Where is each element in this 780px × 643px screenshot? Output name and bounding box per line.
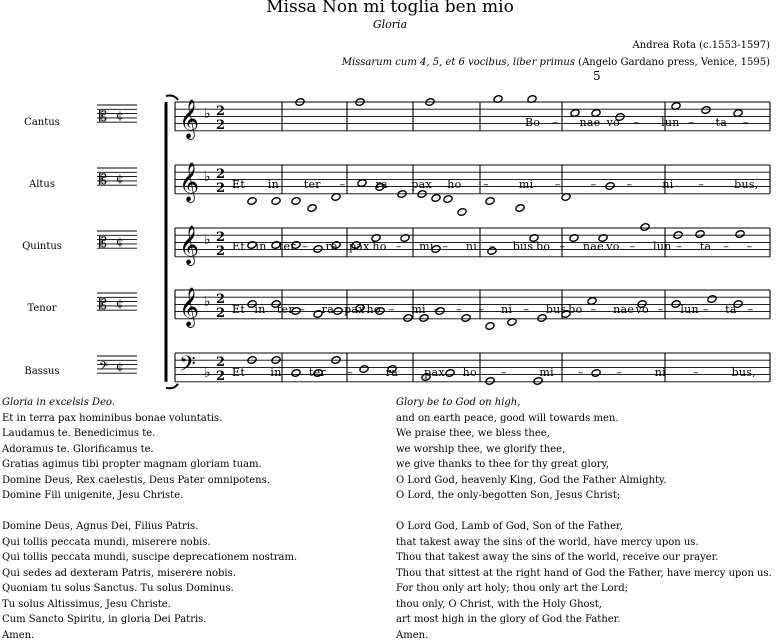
lyric-syllable: ter [304, 178, 321, 191]
lyric-syllable: ni [655, 366, 666, 379]
lyric-syllable: ra [326, 240, 338, 253]
lyric-syllable: bus [546, 303, 567, 316]
english-line: For thou only art holy; thou only art the Lord; [396, 581, 772, 597]
latin-line: Gratias agimus tibi propter magnam gloriam tuam. [2, 457, 297, 473]
lyric-syllable: nae [579, 116, 600, 129]
lyric-syllable: – [658, 303, 664, 316]
source-publisher: (Angelo Gardano press, Venice, 1595) [575, 57, 770, 68]
flat-icon: ♭ [204, 169, 211, 185]
bracket-bottom-curl [166, 384, 178, 389]
bass-clef-icon: 𝄢 [179, 352, 196, 382]
lyric-syllable: – [434, 303, 440, 316]
lyric-syllable: – [299, 303, 305, 316]
lyric-syllable: – [578, 366, 584, 379]
flat-icon: ♭ [204, 294, 211, 310]
time-signature-bottom: 2 [216, 181, 225, 196]
english-line: Glory be to God on high, [396, 395, 772, 411]
lyric-syllable: vo [606, 240, 619, 253]
lyric-syllable: – [748, 303, 754, 316]
voice-name-tenor: Tenor [0, 303, 84, 314]
voice-name-altus: Altus [0, 179, 84, 190]
lyric-syllable: ta [716, 116, 728, 129]
treble-8-clef-icon: 𝄞 [179, 287, 199, 328]
note-head [307, 204, 317, 213]
note-head [431, 194, 441, 203]
latin-line: Et in terra pax hominibus bonae voluntatis. [2, 411, 297, 427]
lyric-syllable: vo [607, 116, 620, 129]
english-line: we worship thee, we glorify thee, [396, 442, 772, 458]
english-line: Amen. [396, 628, 772, 643]
time-signature-bottom: 2 [216, 369, 225, 384]
lyric-syllable: nae [583, 240, 604, 253]
lyric-syllable: lun [661, 116, 680, 129]
score-title: Missa Non mi toglia ben mio [0, 0, 780, 17]
lyric-syllable: lun [653, 240, 672, 253]
lyric-syllable: ta [725, 303, 737, 316]
latin-line: Quoniam tu solus Sanctus. Tu solus Dominus. [2, 581, 297, 597]
latin-line: Adoramus te. Glorificamus te. [2, 442, 297, 458]
lyric-syllable: – [747, 240, 753, 253]
time-signature-top: 2 [216, 230, 225, 245]
english-line: thou only, O Christ, with the Holy Ghost, [396, 597, 772, 613]
lyric-syllable: bus [513, 240, 534, 253]
incipit-clef-icon: 𝄡 [99, 109, 107, 125]
english-line: that takest away the sins of the world, have mercy upon us. [396, 535, 772, 551]
lyric-syllable: pax [344, 303, 365, 316]
lyric-syllable: – [555, 178, 561, 191]
composer: Andrea Rota (c.1553-1597) [633, 40, 770, 51]
voice-name-bassus: Bassus [0, 366, 84, 377]
lyric-syllable: nae [613, 303, 634, 316]
note-head [445, 369, 455, 378]
lyric-syllable: ra [322, 303, 334, 316]
latin-line: Gloria in excelsis Deo. [2, 395, 297, 411]
lyric-syllable: – [396, 240, 402, 253]
mensuration-sign: ¢ [116, 171, 124, 185]
lyric-syllable: – [698, 178, 704, 191]
bracket-top-curl [166, 96, 178, 101]
lyric-syllable: ter [279, 240, 296, 253]
note-head [695, 230, 705, 239]
incipit-clef-icon: 𝄡 [99, 297, 107, 313]
lyric-syllable: bo [568, 303, 582, 316]
lyric-syllable: – [627, 178, 633, 191]
lyric-syllable: ni [662, 178, 673, 191]
lyric-syllable: vo [636, 303, 649, 316]
lyric-syllable: lun [680, 303, 699, 316]
english-line [396, 504, 772, 520]
lyric-syllable: ho [372, 240, 386, 253]
lyric-syllable: ra [386, 366, 398, 379]
english-line: O Lord, the only-begotten Son, Jesus Christ; [396, 488, 772, 504]
latin-line: Domine Fili unigenite, Jesu Christe. [2, 488, 297, 504]
latin-line: Qui sedes ad dexteram Patris, miserere nobis. [2, 566, 297, 582]
latin-line: Tu solus Altissimus, Jesu Christe. [2, 597, 297, 613]
note-head [485, 377, 495, 386]
latin-line: Domine Deus, Rex caelestis, Deus Pater omnipotens. [2, 473, 297, 489]
lyric-syllable: – [676, 240, 682, 253]
english-line: We praise thee, we bless thee, [396, 426, 772, 442]
lyric-syllable: mi [419, 240, 434, 253]
latin-line: Amen. [2, 628, 297, 643]
lyric-syllable: bus, [734, 178, 758, 191]
lyric-syllable: – [443, 240, 449, 253]
mensuration-sign: ¢ [116, 234, 124, 248]
lyric-syllable: – [559, 240, 565, 253]
incipit-clef-icon: 𝄡 [99, 235, 107, 251]
note-head [485, 197, 495, 206]
lyric-syllable: in [254, 303, 265, 316]
lyric-syllable: – [634, 116, 640, 129]
lyric-syllable: – [340, 178, 346, 191]
lyric-syllable: bus, [732, 366, 756, 379]
english-line: O Lord God, heavenly King, God the Father Almighty. [396, 473, 772, 489]
note-head [515, 204, 525, 213]
note-head [247, 197, 257, 206]
time-signature-bottom: 2 [216, 118, 225, 133]
voice-name-cantus: Cantus [0, 117, 84, 128]
lyric-syllable: – [389, 303, 395, 316]
lyric-syllable: – [501, 366, 507, 379]
lyric-syllable: – [743, 116, 749, 129]
lyric-syllable: – [723, 240, 729, 253]
note-head [291, 197, 301, 206]
lyric-syllable: in [270, 366, 281, 379]
lyric-syllable: – [591, 178, 597, 191]
lyric-syllable: mi [539, 366, 554, 379]
voice-name-quintus: Quintus [0, 241, 84, 252]
lyric-syllable: – [703, 303, 709, 316]
mensuration-sign: ¢ [116, 359, 124, 373]
lyric-syllable: ni [501, 303, 512, 316]
note-head [485, 322, 495, 331]
note-head [461, 314, 471, 323]
lyric-syllable: pax [424, 366, 445, 379]
lyric-syllable: – [591, 303, 597, 316]
lyric-syllable: – [479, 303, 485, 316]
note-head [591, 369, 601, 378]
lyric-syllable: ho [367, 303, 381, 316]
lyric-syllable: ra [375, 178, 387, 191]
lyric-syllable: – [688, 116, 694, 129]
note-head [457, 208, 467, 217]
flat-icon: ♭ [204, 232, 211, 248]
lyric-syllable: – [616, 366, 622, 379]
flat-icon: ♭ [204, 106, 211, 122]
incipit-clef-icon: 𝄢 [99, 360, 108, 376]
lyric-syllable: – [456, 303, 462, 316]
lyric-syllable: – [489, 240, 495, 253]
english-line: Thou that takest away the sins of the world, receive our prayer. [396, 550, 772, 566]
mensuration-sign: ¢ [116, 108, 124, 122]
lyric-syllable: ho [463, 366, 477, 379]
lyric-syllable: mi [411, 303, 426, 316]
english-line: art most high in the glory of God the Father. [396, 612, 772, 628]
source-title: Missarum cum 4, 5, et 6 vocibus, liber primus [342, 57, 575, 68]
lyric-syllable: – [693, 366, 699, 379]
lyric-syllable: Et [232, 178, 245, 191]
lyric-syllable: – [302, 240, 308, 253]
note-head [357, 179, 367, 188]
note-head [640, 223, 650, 232]
note-head [735, 230, 745, 239]
time-signature-top: 2 [216, 167, 225, 182]
measure-number: 5 [593, 69, 601, 83]
lyric-syllable: – [630, 240, 636, 253]
mensuration-sign: ¢ [116, 296, 124, 310]
lyric-syllable: Et [232, 366, 245, 379]
time-signature-top: 2 [216, 292, 225, 307]
lyric-syllable: – [523, 303, 529, 316]
lyric-syllable: Bo [525, 116, 540, 129]
lyric-syllable: mi [519, 178, 534, 191]
latin-line: Qui tollis peccata mundi, suscipe deprecationem nostram. [2, 550, 297, 566]
lyric-syllable: in [255, 240, 266, 253]
english-text [396, 395, 772, 643]
time-signature-top: 2 [216, 355, 225, 370]
flat-icon: ♭ [204, 365, 211, 381]
lyric-syllable: Et [232, 240, 245, 253]
latin-line: Qui tollis peccata mundi, miserere nobis. [2, 535, 297, 551]
english-line: O Lord God, Lamb of God, Son of the Father, [396, 519, 772, 535]
note-head [359, 365, 369, 374]
treble-8-clef-icon: 𝄞 [179, 225, 199, 266]
lyric-syllable: – [552, 116, 558, 129]
english-line: we give thanks to thee for thy great glory, [396, 457, 772, 473]
lyric-syllable: Et [232, 303, 245, 316]
lyric-syllable: ni [466, 240, 477, 253]
latin-line: Domine Deus, Agnus Dei, Filius Patris. [2, 519, 297, 535]
lyric-syllable: pax [411, 178, 432, 191]
treble-clef-icon: 𝄞 [179, 99, 199, 140]
lyric-syllable: – [483, 178, 489, 191]
time-signature-bottom: 2 [216, 306, 225, 321]
lyric-syllable: pax [349, 240, 370, 253]
latin-line: Cum Sancto Spiritu, in gloria Dei Patris. [2, 612, 297, 628]
treble-8-clef-icon: 𝄞 [179, 162, 199, 203]
lyric-syllable: in [268, 178, 279, 191]
lyric-syllable: bo [536, 240, 550, 253]
note-head [291, 369, 301, 378]
latin-line [2, 504, 297, 520]
time-signature-bottom: 2 [216, 244, 225, 259]
lyric-syllable: – [347, 366, 353, 379]
note-head [443, 195, 453, 204]
note-head [605, 182, 615, 191]
incipit-clef-icon: 𝄡 [99, 172, 107, 188]
latin-text [2, 395, 297, 643]
time-signature-top: 2 [216, 104, 225, 119]
lyric-syllable: ter [277, 303, 294, 316]
note-head [333, 307, 343, 316]
note-head [701, 106, 711, 115]
english-line: Thou that sittest at the right hand of God the Father, have mercy upon us. [396, 566, 772, 582]
latin-line: Laudamus te. Benedicimus te. [2, 426, 297, 442]
note-head [313, 245, 323, 254]
lyric-syllable: ter [309, 366, 326, 379]
lyric-syllable: ho [447, 178, 461, 191]
lyric-syllable: ta [700, 240, 712, 253]
note-head [271, 197, 281, 206]
english-line: and on earth peace, good will towards men. [396, 411, 772, 427]
score-subtitle: Gloria [0, 18, 780, 31]
